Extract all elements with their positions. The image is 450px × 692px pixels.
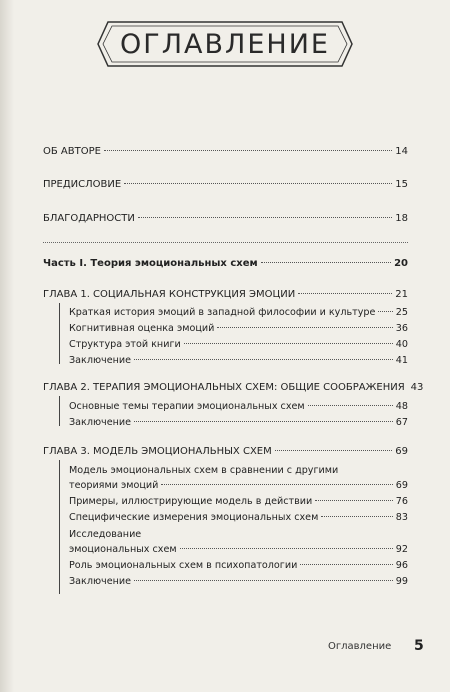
toc-page: 99 (395, 576, 408, 587)
leader-dots (134, 421, 393, 422)
page-edge (0, 0, 14, 692)
leader-dots (298, 293, 392, 294)
toc-label: Примеры, иллюстрирующие модель в действии (69, 496, 313, 507)
page-number: 5 (414, 638, 424, 654)
chapter-3-bar (59, 460, 60, 594)
toc-entry-ch3-s6[interactable] (69, 576, 408, 588)
leader-dots (180, 548, 393, 549)
toc-label: Когнитивная оценка эмоций (69, 323, 215, 334)
toc-label: ГЛАВА 1. СОЦИАЛЬНАЯ КОНСТРУКЦИЯ ЭМОЦИИ (43, 289, 296, 300)
leader-dots (134, 580, 393, 581)
toc-page: 18 (395, 213, 408, 224)
toc-entry-ch1-s4[interactable] (69, 355, 408, 367)
toc-page: 76 (395, 496, 408, 507)
leader-dots (378, 311, 392, 312)
toc-page: 41 (395, 355, 408, 366)
toc-entry-ch3-s2[interactable] (69, 496, 408, 508)
leader-dots (161, 484, 392, 485)
toc-page: 20 (394, 258, 408, 269)
running-footer: Оглавление (328, 641, 392, 652)
leader-dots (104, 150, 392, 151)
toc-entry-ch3-s1-line1: Модель эмоциональных схем в сравнении с другими (69, 465, 339, 476)
page-title: ОГЛАВЛЕНИЕ (120, 28, 330, 60)
toc-entry-preface[interactable] (43, 179, 408, 191)
toc-page: 69 (395, 446, 408, 457)
toc-entry-ch3-s1[interactable] (69, 480, 408, 492)
toc-label: ГЛАВА 2. ТЕРАПИЯ ЭМОЦИОНАЛЬНЫХ СХЕМ: ОБЩИЕ СООБРАЖЕНИЯ (43, 382, 405, 393)
toc-label: Заключение (69, 355, 132, 366)
toc-page: 92 (395, 544, 408, 555)
toc-label: Специфические измерения эмоциональных схем (69, 512, 319, 523)
toc-entry-about-author[interactable] (43, 146, 408, 158)
toc-label: Заключение (69, 417, 132, 428)
toc-page: 15 (395, 179, 408, 190)
toc-entry-ch2-s1[interactable] (69, 401, 408, 413)
leader-dots (124, 183, 392, 184)
toc-entry-ch3-s4[interactable] (69, 544, 408, 556)
toc-entry-chapter-2[interactable] (43, 382, 424, 394)
toc-page: 43 (410, 382, 424, 393)
toc-label: Структура этой книги (69, 339, 181, 350)
chapter-2-bar (59, 396, 60, 426)
toc-label: Роль эмоциональных схем в психопатологии (69, 560, 298, 571)
toc-entry-ch3-s4-line1: Исследование (69, 529, 142, 540)
toc-entry-chapter-1[interactable] (43, 289, 408, 301)
leader-dots (134, 359, 393, 360)
toc-entry-ch3-s5[interactable] (69, 560, 408, 572)
toc-page: 14 (395, 146, 408, 157)
toc-entry-ch3-s3[interactable] (69, 512, 408, 524)
toc-label: Основные темы терапии эмоциональных схем (69, 401, 305, 412)
toc-label: ГЛАВА 3. МОДЕЛЬ ЭМОЦИОНАЛЬНЫХ СХЕМ (43, 446, 272, 457)
toc-entry-ch1-s2[interactable] (69, 323, 408, 335)
leader-dots (217, 327, 392, 328)
toc-label: ПРЕДИСЛОВИЕ (43, 179, 122, 190)
toc-entry-ch1-s1[interactable] (69, 307, 408, 319)
toc-page: 67 (395, 417, 408, 428)
toc-label: Краткая история эмоций в западной философии и культуре (69, 307, 376, 318)
leader-dots (138, 217, 392, 218)
toc-entry-ch1-s3[interactable] (69, 339, 408, 351)
leader-dots (308, 405, 393, 406)
toc-page: 96 (395, 560, 408, 571)
toc-entry-part1[interactable] (43, 258, 408, 270)
toc-page: 21 (395, 289, 408, 300)
toc-entry-thanks[interactable] (43, 213, 408, 225)
leader-dots (315, 500, 393, 501)
toc-page: 69 (395, 480, 408, 491)
divider-rule (43, 242, 408, 244)
leader-dots (275, 450, 393, 451)
toc-label: эмоциональных схем (69, 544, 177, 555)
leader-dots (184, 343, 393, 344)
leader-dots (300, 564, 392, 565)
leader-dots (321, 516, 392, 517)
toc-label: Заключение (69, 576, 132, 587)
toc-label: ОБ АВТОРЕ (43, 146, 101, 157)
toc-entry-chapter-3[interactable] (43, 446, 408, 458)
toc-page: 25 (395, 307, 408, 318)
toc-label: теориями эмоций (69, 480, 159, 491)
toc-page: 40 (395, 339, 408, 350)
toc-page: 36 (395, 323, 408, 334)
toc-entry-ch2-s2[interactable] (69, 417, 408, 429)
toc-page: 48 (395, 401, 408, 412)
toc-label: БЛАГОДАРНОСТИ (43, 213, 135, 224)
title-frame (96, 18, 354, 70)
toc-label: Часть I. Теория эмоциональных схем (43, 258, 258, 269)
toc-page: 83 (395, 512, 408, 523)
leader-dots (261, 262, 391, 263)
chapter-1-bar (59, 303, 60, 364)
